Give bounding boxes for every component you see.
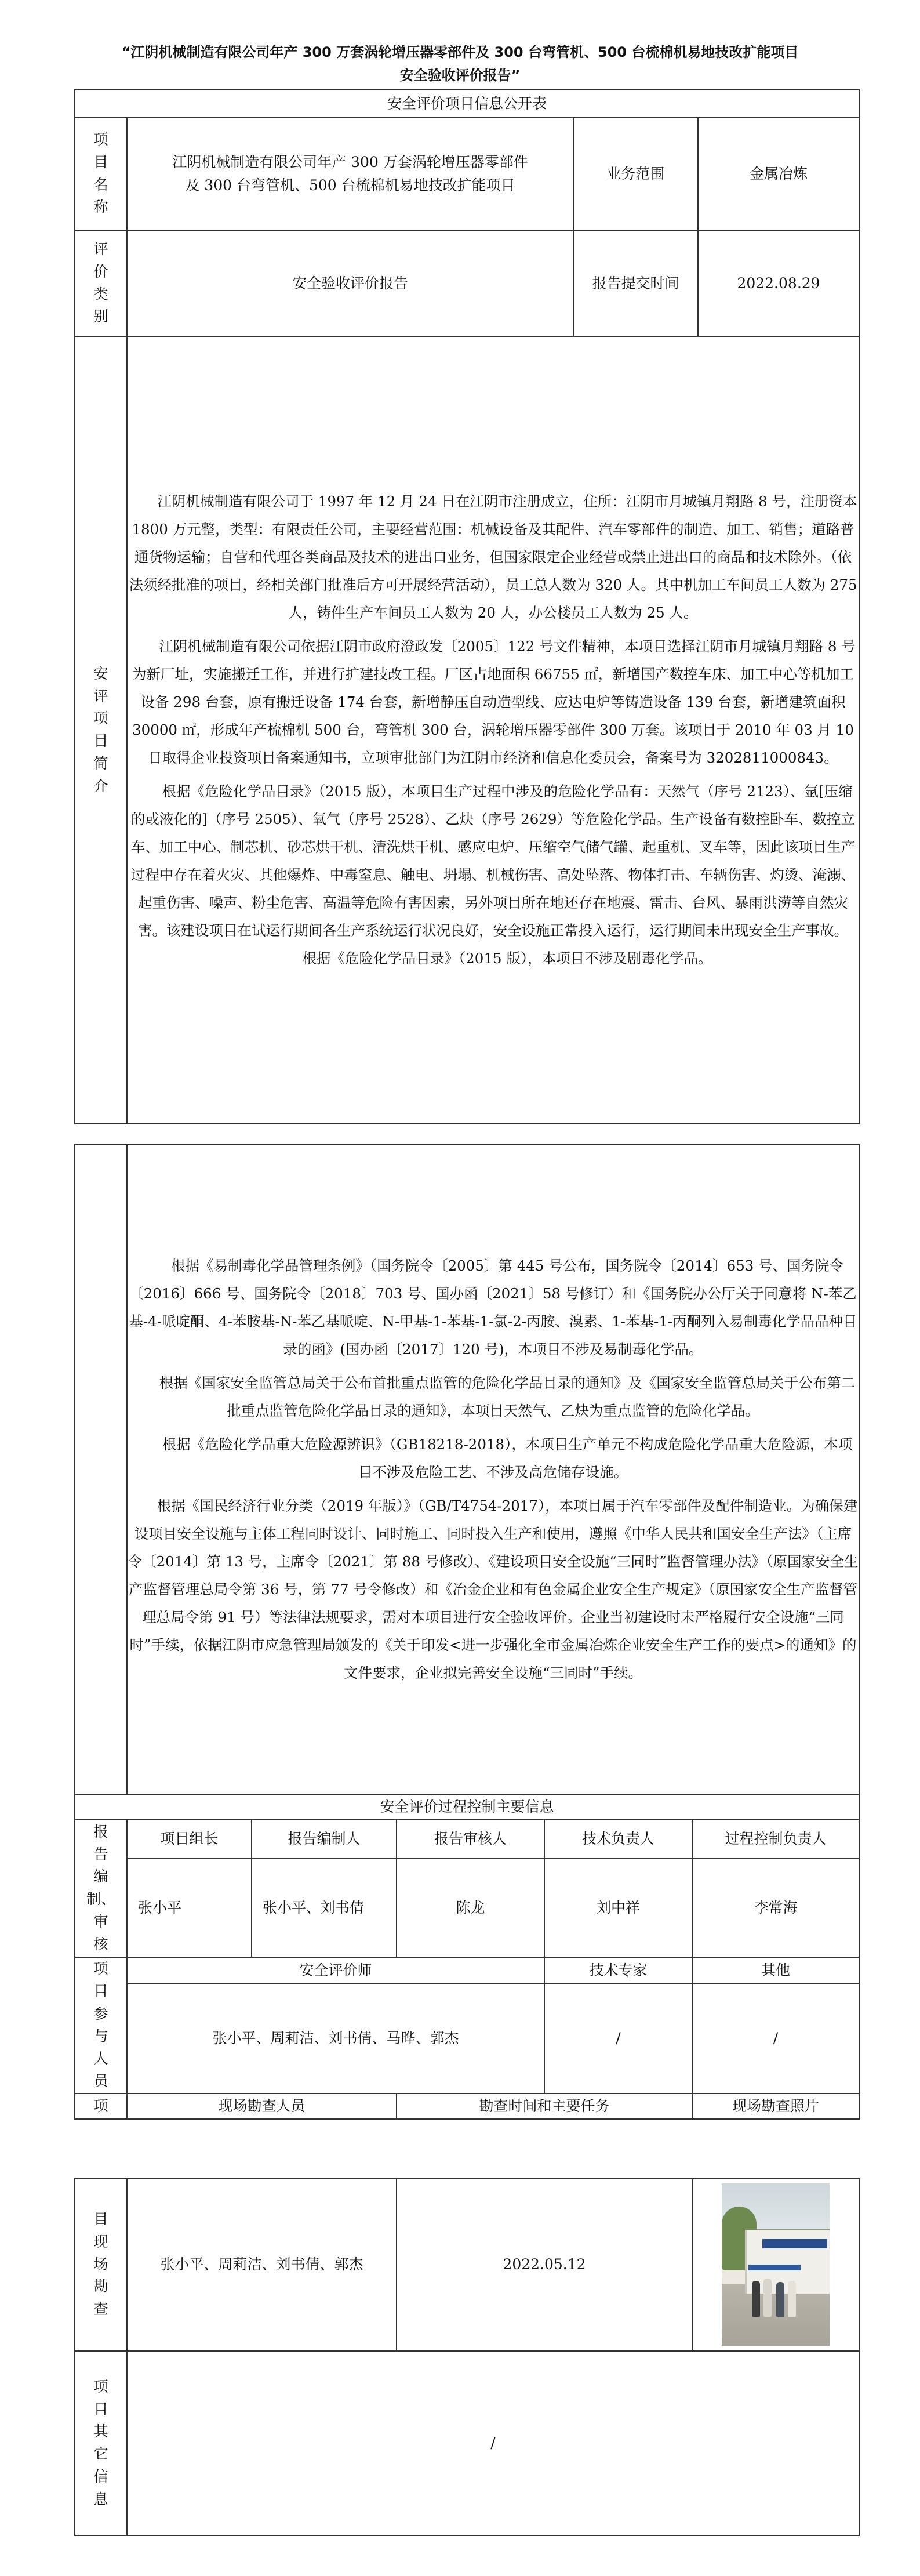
submit-time-value: 2022.08.29 bbox=[698, 230, 859, 336]
header-process-control-lead: 过程控制负责人 bbox=[692, 1819, 859, 1859]
header-other: 其他 bbox=[692, 1957, 859, 1983]
header-team-leader: 项目组长 bbox=[127, 1819, 252, 1859]
header-safety-evaluator: 安全评价师 bbox=[127, 1957, 544, 1983]
other-value: / bbox=[692, 1983, 859, 2094]
info-section-heading: 安全评价项目信息公开表 bbox=[75, 90, 859, 117]
safety-evaluator-value: 张小平、周莉洁、刘书倩、马晔、郭杰 bbox=[127, 1983, 544, 2094]
photo-person bbox=[752, 2281, 760, 2317]
intro-label-continued bbox=[75, 1144, 127, 1795]
project-name-value: 江阴机械制造有限公司年产 300 万套涡轮增压器零部件 及 300 台弯管机、500 台梳棉机易地技改扩能项目 bbox=[127, 117, 573, 230]
members-label: 项 目 参 与 人 员 bbox=[75, 1957, 127, 2094]
technical-expert-value: / bbox=[544, 1983, 692, 2094]
other-info-label: 项 目 其 它 信 息 bbox=[75, 2351, 127, 2535]
site-time-value: 2022.05.12 bbox=[397, 2178, 692, 2351]
intro-paragraph: 根据《危险化学品重大危险源辨识》（GB18218-2018），本项目生产单元不构成危险化学品重大危险源，本项目不涉及危险工艺、不涉及高危储存设施。 bbox=[162, 1436, 853, 1481]
site-photo-cell bbox=[692, 2178, 859, 2351]
report-reviewer-value: 陈龙 bbox=[397, 1859, 544, 1957]
photo-sign-lower bbox=[748, 2265, 801, 2270]
process-table bbox=[74, 1144, 860, 2120]
submit-time-label: 报告提交时间 bbox=[573, 230, 698, 336]
header-site-time: 勘查时间和主要任务 bbox=[397, 2094, 692, 2119]
document-title bbox=[0, 41, 920, 87]
process-section-heading: 安全评价过程控制主要信息 bbox=[75, 1795, 859, 1819]
intro-paragraph: 江阴机械制造有限公司于 1997 年 12 月 24 日在江阴市注册成立，住所：江阴市月城镇月翔路 8 号，注册资本 1800 万元整，类型：有限责任公司，主要经营范围：机械设备及其配件、汽车零部件的制造、加工、销售；道路普通货物运输；自营和代理各类商品及技术的进出口业务，但国家限定企业经营或禁止进出口的商品和技术除外。（依法须经批准的项目，经相关部门批准后方可开展经营活动），员工总人数为 320 人。其中机加工车间员工人数为 275 人，铸件生产车间员工人数为 20 人，办公楼员工人数为 25 人。 bbox=[129, 493, 857, 621]
intro-text bbox=[127, 336, 859, 1124]
info-table bbox=[74, 89, 860, 1124]
photo-person bbox=[763, 2279, 772, 2317]
header-site-people: 现场勘查人员 bbox=[127, 2094, 397, 2119]
header-technical-lead: 技术负责人 bbox=[544, 1819, 692, 1859]
other-info-value: / bbox=[127, 2351, 859, 2535]
team-leader-value: 张小平 bbox=[127, 1859, 252, 1957]
intro-label: 安 评 项 目 简 介 bbox=[75, 336, 127, 1124]
header-report-author: 报告编制人 bbox=[252, 1819, 397, 1859]
business-scope-label: 业务范围 bbox=[573, 117, 698, 230]
intro-paragraph: 江阴机械制造有限公司依据江阴市政府澄政发〔2005〕122 号文件精神，本项目选择江阴市月城镇月翔路 8 号为新厂址，实施搬迁工作，并进行扩建技改工程。厂区占地面积 66755 ㎡，新增国产数控车床、加工中心等机加工设备 298 台套，原有搬迁设备 174 台套，新增静压自动造型线、应达电炉等铸造设备 139 台套，新增建筑面积 30000 ㎡，形成年产梳棉机 500 台，弯管机 300 台，涡轮增压器零部件 300 万套。该项目于 2010 年 03 月 10 日取得企业投资项目备案通知书，立项审批部门为江阴市经济和信息化委员会，备案号为 3202811000843。 bbox=[132, 638, 856, 766]
document-title-line1: “江阴机械制造有限公司年产 300 万套涡轮增压器零部件及 300 台弯管机、500 台梳棉机易地技改扩能项目 bbox=[121, 44, 799, 60]
header-technical-expert: 技术专家 bbox=[544, 1957, 692, 1983]
process-control-lead-value: 李常海 bbox=[692, 1859, 859, 1957]
document-title-line2: 安全验收评价报告” bbox=[399, 67, 521, 84]
site-survey-label-top: 项 bbox=[75, 2094, 127, 2119]
header-site-photo: 现场勘查照片 bbox=[692, 2094, 859, 2119]
intro-paragraph: 根据《危险化学品目录》（2015 版），本项目生产过程中涉及的危险化学品有：天然气（序号 2123）、氩[压缩的或液化的]（序号 2505）、氧气（序号 2528）、乙炔（序号 2629）等危险化学品。生产设备有数控卧车、数控立车、加工中心、制芯机、砂芯烘干机、清洗烘干机、感应电炉、压缩空气储气罐、起重机、叉车等，因此该项目生产过程中存在着火灾、其他爆炸、中毒窒息、触电、坍塌、机械伤害、高处坠落、物体打击、车辆伤害、灼烫、淹溺、起重伤害、噪声、粉尘危害、高温等危险有害因素，另外项目所在地还存在地震、雷击、台风、暴雨洪涝等自然灾害。该建设项目在试运行期间各生产系统运行状况良好，安全设施正常投入运行，运行期间未出现安全生产事故。 bbox=[130, 783, 856, 939]
eval-type-value: 安全验收评价报告 bbox=[127, 230, 573, 336]
intro-paragraph: 根据《易制毒化学品管理条例》（国务院令〔2005〕第 445 号公布，国务院令〔2014〕653 号、国务院令〔2016〕666 号、国务院令〔2018〕703 号、国办函〔2021〕58 号修订）和《国务院办公厅关于同意将 N-苯乙基-4-哌啶酮、4-苯胺基-N-苯乙基哌啶、N-甲基-1-苯基-1-氯-2-丙胺、溴素、1-苯基-1-丙酮列入易制毒化学品品种目录的函》(国办函〔2017〕120 号)，本项目不涉及易制毒化学品。 bbox=[129, 1257, 857, 1358]
photo-sign bbox=[762, 2239, 827, 2248]
business-scope-value: 金属冶炼 bbox=[698, 117, 859, 230]
project-name-label: 项 目 名 称 bbox=[75, 117, 127, 230]
intro-text-continued bbox=[127, 1144, 859, 1795]
intro-paragraph: 根据《国民经济行业分类（2019 年版）》（GB/T4754-2017），本项目属于汽车零部件及配件制造业。为确保建设项目安全设施与主体工程同时设计、同时施工、同时投入生产和使用，遵照《中华人民共和国安全生产法》（主席令〔2014〕第 13 号，主席令〔2021〕第 88 号修改）、《建设项目安全设施“三同时”监督管理办法》（原国家安全生产监督管理总局令第 36 号，第 77 号令修改）和《冶金企业和有色金属企业安全生产规定》（原国家安全生产监督管理总局令第 91 号）等法律法规要求，需对本项目进行安全验收评价。企业当初建设时未严格履行安全设施“三同时”手续，依据江阴市应急管理局颁发的《关于印发<进一步强化全市金属冶炼企业安全生产工作的要点>的通知》的文件要求，企业拟完善安全设施“三同时”手续。 bbox=[128, 1497, 859, 1681]
site-people-value: 张小平、周莉洁、刘书倩、郭杰 bbox=[127, 2178, 397, 2351]
site-table bbox=[74, 2178, 860, 2536]
intro-paragraph: 根据《国家安全监管总局关于公布首批重点监管的危险化学品目录的通知》及《国家安全监管总局关于公布第二批重点监管危险化学品目录的通知》，本项目天然气、乙炔为重点监管的危险化学品。 bbox=[159, 1374, 856, 1419]
photo-person bbox=[788, 2281, 796, 2317]
report-staff-label: 报 告 编 制、 审 核 bbox=[75, 1819, 127, 1957]
intro-paragraph: 根据《危险化学品目录》（2015 版），本项目不涉及剧毒化学品。 bbox=[302, 950, 712, 967]
eval-type-label: 评 价 类 别 bbox=[75, 230, 127, 336]
site-survey-label: 目 现 场 勘 查 bbox=[75, 2178, 127, 2351]
header-report-reviewer: 报告审核人 bbox=[397, 1819, 544, 1859]
report-author-value: 张小平、刘书倩 bbox=[252, 1859, 397, 1957]
technical-lead-value: 刘中祥 bbox=[544, 1859, 692, 1957]
photo-person bbox=[776, 2282, 784, 2317]
site-photo bbox=[722, 2183, 830, 2346]
